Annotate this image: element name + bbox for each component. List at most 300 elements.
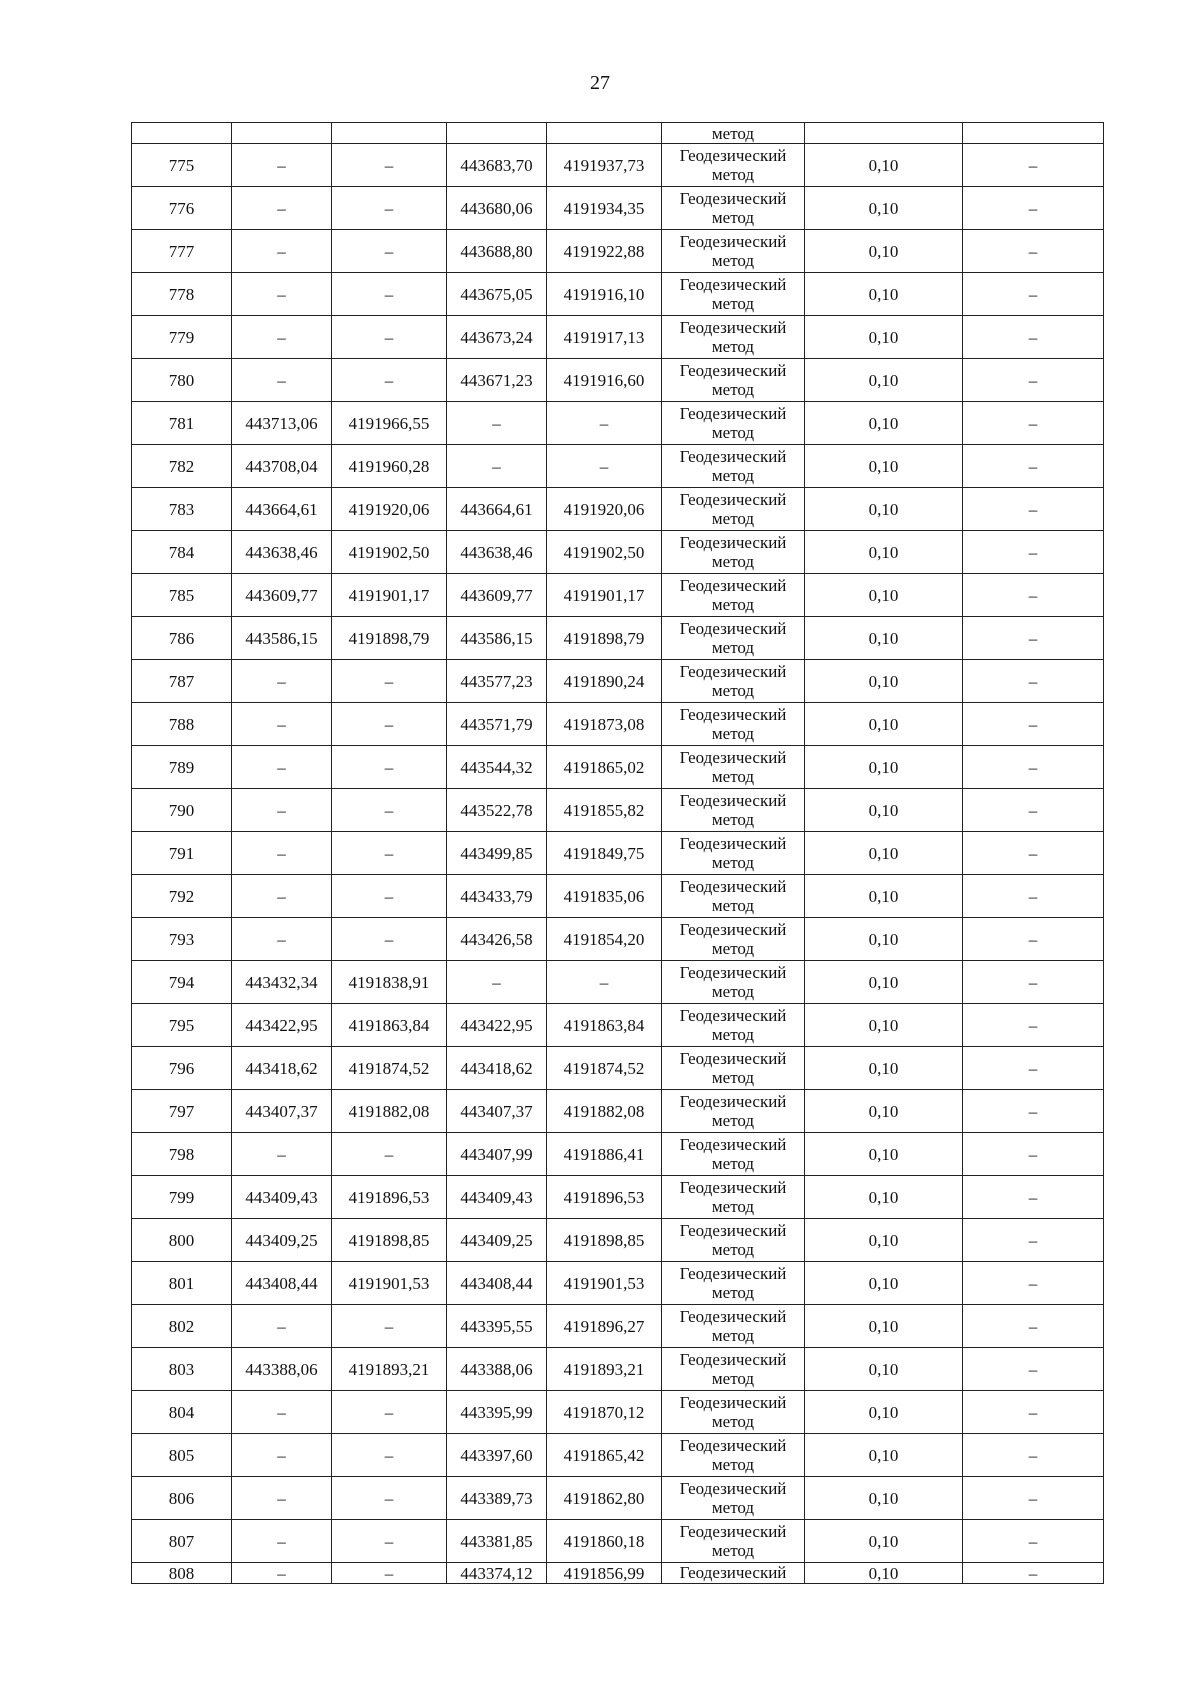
cell-method	[662, 445, 805, 488]
cell-x1: –	[232, 1305, 332, 1348]
method-line-2: метод	[711, 1154, 755, 1173]
cell-n: 791	[132, 832, 232, 875]
cell-method	[662, 703, 805, 746]
cell-acc: 0,10	[805, 1563, 963, 1584]
cell-desc: –	[963, 144, 1104, 187]
cell-empty	[447, 123, 547, 144]
cell-n: 779	[132, 316, 232, 359]
cell-y2: 4191886,41	[547, 1133, 662, 1176]
cell-x1: 443409,25	[232, 1219, 332, 1262]
cell-y1: –	[332, 1391, 447, 1434]
cell-y2: 4191893,21	[547, 1348, 662, 1391]
cell-acc: 0,10	[805, 488, 963, 531]
cell-empty	[332, 123, 447, 144]
cell-x2: 443522,78	[447, 789, 547, 832]
cell-desc: –	[963, 574, 1104, 617]
method-line-2: метод	[711, 1068, 755, 1087]
cell-acc: 0,10	[805, 187, 963, 230]
cell-desc: –	[963, 660, 1104, 703]
cell-method	[662, 1348, 805, 1391]
cell-acc: 0,10	[805, 875, 963, 918]
method-line-1: Геодезический	[679, 1436, 787, 1455]
cell-method	[662, 273, 805, 316]
cell-y2: –	[547, 402, 662, 445]
method-line-2: метод	[711, 1498, 755, 1517]
cell-acc: 0,10	[805, 1219, 963, 1262]
cell-x1: –	[232, 1477, 332, 1520]
method-line-1: Геодезический	[679, 1522, 787, 1541]
cell-desc: –	[963, 316, 1104, 359]
cell-desc: –	[963, 1305, 1104, 1348]
cell-y2: 4191917,13	[547, 316, 662, 359]
cell-desc: –	[963, 402, 1104, 445]
cell-n: 801	[132, 1262, 232, 1305]
cell-x2: 443544,32	[447, 746, 547, 789]
table-row	[132, 1305, 1104, 1348]
cell-x1: 443708,04	[232, 445, 332, 488]
cell-y2: 4191856,99	[547, 1563, 662, 1584]
cell-x2: 443397,60	[447, 1434, 547, 1477]
cell-x1: –	[232, 789, 332, 832]
table-row	[132, 574, 1104, 617]
cell-acc: 0,10	[805, 1434, 963, 1477]
cell-n: 803	[132, 1348, 232, 1391]
cell-y2: –	[547, 961, 662, 1004]
cell-acc: 0,10	[805, 1133, 963, 1176]
cell-acc: 0,10	[805, 1176, 963, 1219]
table-row	[132, 1348, 1104, 1391]
cell-y1: –	[332, 703, 447, 746]
method-line-1: Геодезический	[679, 232, 787, 251]
cell-x1: 443422,95	[232, 1004, 332, 1047]
cell-n: 798	[132, 1133, 232, 1176]
method-line-1: Геодезический	[679, 791, 787, 810]
cell-desc: –	[963, 875, 1104, 918]
table-row	[132, 832, 1104, 875]
cell-method	[662, 617, 805, 660]
cell-x2: 443683,70	[447, 144, 547, 187]
table-row	[132, 617, 1104, 660]
cell-y2: 4191870,12	[547, 1391, 662, 1434]
cell-desc: –	[963, 617, 1104, 660]
cell-n: 793	[132, 918, 232, 961]
cell-desc: –	[963, 1262, 1104, 1305]
cell-acc: 0,10	[805, 531, 963, 574]
cell-empty	[132, 123, 232, 144]
table-row	[132, 359, 1104, 402]
cell-y2: 4191901,17	[547, 574, 662, 617]
cell-n: 797	[132, 1090, 232, 1133]
cell-x2: 443409,25	[447, 1219, 547, 1262]
cell-desc: –	[963, 1047, 1104, 1090]
cell-acc: 0,10	[805, 359, 963, 402]
cell-empty	[963, 123, 1104, 144]
table-row	[132, 1477, 1104, 1520]
cell-empty	[232, 123, 332, 144]
cell-n: 776	[132, 187, 232, 230]
method-line-2: метод	[711, 1240, 755, 1259]
table-row	[132, 531, 1104, 574]
cell-x1: –	[232, 1133, 332, 1176]
table-row	[132, 961, 1104, 1004]
cell-desc: –	[963, 918, 1104, 961]
cell-y1: 4191920,06	[332, 488, 447, 531]
cell-n: 792	[132, 875, 232, 918]
cell-x1: –	[232, 1520, 332, 1563]
table-row	[132, 187, 1104, 230]
method-line-1: Геодезический	[679, 361, 787, 380]
cell-acc: 0,10	[805, 961, 963, 1004]
table-row	[132, 1434, 1104, 1477]
cell-y2: 4191863,84	[547, 1004, 662, 1047]
cell-acc: 0,10	[805, 1520, 963, 1563]
cell-y1: 4191902,50	[332, 531, 447, 574]
cell-acc: 0,10	[805, 789, 963, 832]
cell-desc: –	[963, 445, 1104, 488]
method-line-1: Геодезический	[679, 447, 787, 466]
cell-n: 780	[132, 359, 232, 402]
cell-desc: –	[963, 1004, 1104, 1047]
method-line-2: метод	[711, 1369, 755, 1388]
table-row-continued	[132, 123, 1104, 144]
table-row	[132, 918, 1104, 961]
cell-x1: 443638,46	[232, 531, 332, 574]
cell-desc: –	[963, 703, 1104, 746]
cell-acc: 0,10	[805, 1305, 963, 1348]
cell-n: 799	[132, 1176, 232, 1219]
cell-method	[662, 1477, 805, 1520]
cell-y1: –	[332, 1477, 447, 1520]
method-line-2: метод	[711, 853, 755, 872]
cell-acc: 0,10	[805, 1090, 963, 1133]
table-row	[132, 703, 1104, 746]
cell-method	[662, 1305, 805, 1348]
cell-x1: 443586,15	[232, 617, 332, 660]
cell-y2: 4191898,85	[547, 1219, 662, 1262]
cell-acc: 0,10	[805, 1348, 963, 1391]
cell-acc: 0,10	[805, 703, 963, 746]
cell-y2: 4191902,50	[547, 531, 662, 574]
cell-x2: 443675,05	[447, 273, 547, 316]
cell-y2: 4191920,06	[547, 488, 662, 531]
coordinates-table	[131, 122, 1104, 1584]
page-number: 27	[590, 72, 610, 94]
method-line-2: метод	[711, 1025, 755, 1044]
cell-x2: 443426,58	[447, 918, 547, 961]
method-line-1: Геодезический	[679, 1135, 787, 1154]
method-line-2: метод	[711, 939, 755, 958]
method-line-2: метод	[711, 1197, 755, 1216]
method-line-1: Геодезический	[679, 920, 787, 939]
cell-y2: –	[547, 445, 662, 488]
cell-method	[662, 1176, 805, 1219]
cell-y1: 4191896,53	[332, 1176, 447, 1219]
cell-acc: 0,10	[805, 1477, 963, 1520]
table-row	[132, 1176, 1104, 1219]
cell-n: 794	[132, 961, 232, 1004]
cell-y2: 4191901,53	[547, 1262, 662, 1305]
cell-y1: 4191966,55	[332, 402, 447, 445]
cell-x1: 443664,61	[232, 488, 332, 531]
cell-empty	[805, 123, 963, 144]
cell-y1: 4191838,91	[332, 961, 447, 1004]
method-line-2: метод	[711, 681, 755, 700]
cell-y2: 4191865,02	[547, 746, 662, 789]
method-line-1: Геодезический	[679, 1092, 787, 1111]
table-row	[132, 1262, 1104, 1305]
cell-method	[662, 316, 805, 359]
cell-x2: 443374,12	[447, 1563, 547, 1584]
cell-x1: –	[232, 273, 332, 316]
cell-y2: 4191874,52	[547, 1047, 662, 1090]
cell-x1: –	[232, 230, 332, 273]
method-line-1: Геодезический	[679, 275, 787, 294]
cell-y1: –	[332, 187, 447, 230]
cell-y1: 4191898,85	[332, 1219, 447, 1262]
cell-acc: 0,10	[805, 445, 963, 488]
cell-n: 787	[132, 660, 232, 703]
cell-acc: 0,10	[805, 1047, 963, 1090]
cell-x1: –	[232, 918, 332, 961]
method-line-2: метод	[711, 294, 755, 313]
cell-method	[662, 230, 805, 273]
method-line-2: метод	[711, 466, 755, 485]
cell-method	[662, 875, 805, 918]
table-row	[132, 1520, 1104, 1563]
table-body	[132, 123, 1104, 1584]
method-line-1: Геодезический	[679, 533, 787, 552]
cell-method	[662, 1391, 805, 1434]
table-row	[132, 445, 1104, 488]
cell-y2: 4191916,60	[547, 359, 662, 402]
cell-x2: –	[447, 961, 547, 1004]
cell-desc: –	[963, 1520, 1104, 1563]
cell-acc: 0,10	[805, 402, 963, 445]
method-line-2: метод	[711, 724, 755, 743]
method-line-2: метод	[711, 767, 755, 786]
cell-y2: 4191849,75	[547, 832, 662, 875]
cell-y1: –	[332, 1133, 447, 1176]
cell-x2: 443577,23	[447, 660, 547, 703]
cell-y1: 4191898,79	[332, 617, 447, 660]
cell-desc: –	[963, 359, 1104, 402]
cell-method-head: Геодезический	[662, 1563, 805, 1584]
cell-x2: 443571,79	[447, 703, 547, 746]
cell-x2: 443388,06	[447, 1348, 547, 1391]
table-row	[132, 1004, 1104, 1047]
cell-method-tail: метод	[662, 123, 805, 144]
cell-y1: 4191901,53	[332, 1262, 447, 1305]
cell-desc: –	[963, 832, 1104, 875]
method-line-2: метод	[711, 1412, 755, 1431]
method-line-1: Геодезический	[679, 1350, 787, 1369]
cell-y1: –	[332, 1305, 447, 1348]
cell-x2: 443680,06	[447, 187, 547, 230]
cell-x1: 443713,06	[232, 402, 332, 445]
cell-n: 795	[132, 1004, 232, 1047]
cell-x1: –	[232, 1563, 332, 1584]
cell-desc: –	[963, 961, 1104, 1004]
cell-acc: 0,10	[805, 574, 963, 617]
cell-y1: 4191901,17	[332, 574, 447, 617]
cell-x1: 443432,34	[232, 961, 332, 1004]
cell-desc: –	[963, 1477, 1104, 1520]
cell-y1: –	[332, 144, 447, 187]
cell-acc: 0,10	[805, 660, 963, 703]
cell-acc: 0,10	[805, 230, 963, 273]
cell-y2: 4191916,10	[547, 273, 662, 316]
cell-x1: –	[232, 703, 332, 746]
method-line-2: метод	[711, 251, 755, 270]
cell-n: 783	[132, 488, 232, 531]
cell-n: 805	[132, 1434, 232, 1477]
cell-y1: –	[332, 660, 447, 703]
cell-n: 800	[132, 1219, 232, 1262]
cell-desc: –	[963, 230, 1104, 273]
cell-y1: 4191893,21	[332, 1348, 447, 1391]
cell-x2: 443407,37	[447, 1090, 547, 1133]
table-row	[132, 1219, 1104, 1262]
cell-n: 788	[132, 703, 232, 746]
cell-n: 790	[132, 789, 232, 832]
cell-y2: 4191922,88	[547, 230, 662, 273]
cell-acc: 0,10	[805, 617, 963, 660]
cell-y1: –	[332, 918, 447, 961]
cell-acc: 0,10	[805, 273, 963, 316]
cell-method	[662, 1047, 805, 1090]
cell-n: 808	[132, 1563, 232, 1584]
cell-desc: –	[963, 273, 1104, 316]
cell-n: 804	[132, 1391, 232, 1434]
cell-x1: 443409,43	[232, 1176, 332, 1219]
method-line-2: метод	[711, 1541, 755, 1560]
cell-method	[662, 918, 805, 961]
method-line-2: метод	[711, 380, 755, 399]
cell-x2: 443381,85	[447, 1520, 547, 1563]
table-row	[132, 1133, 1104, 1176]
method-line-1: Геодезический	[679, 748, 787, 767]
cell-y1: –	[332, 230, 447, 273]
cell-n: 778	[132, 273, 232, 316]
cell-desc: –	[963, 789, 1104, 832]
cell-x2: 443664,61	[447, 488, 547, 531]
cell-desc: –	[963, 746, 1104, 789]
cell-x2: 443638,46	[447, 531, 547, 574]
method-line-1: Геодезический	[679, 576, 787, 595]
cell-y1: –	[332, 875, 447, 918]
cell-y2: 4191862,80	[547, 1477, 662, 1520]
cell-acc: 0,10	[805, 316, 963, 359]
cell-y1: –	[332, 1520, 447, 1563]
cell-x2: 443409,43	[447, 1176, 547, 1219]
cell-y1: –	[332, 1563, 447, 1584]
cell-x1: –	[232, 316, 332, 359]
method-line-2: метод	[711, 165, 755, 184]
cell-x2: –	[447, 402, 547, 445]
cell-x1: 443408,44	[232, 1262, 332, 1305]
method-line-2: метод	[711, 810, 755, 829]
method-line-2: метод	[711, 638, 755, 657]
cell-method	[662, 144, 805, 187]
cell-x1: 443388,06	[232, 1348, 332, 1391]
method-line-2: метод	[711, 982, 755, 1001]
cell-x1: –	[232, 1434, 332, 1477]
method-line-2: метод	[711, 595, 755, 614]
table-row	[132, 1047, 1104, 1090]
cell-method	[662, 402, 805, 445]
cell-x2: 443499,85	[447, 832, 547, 875]
table-row	[132, 316, 1104, 359]
cell-x2: 443609,77	[447, 574, 547, 617]
cell-x2: 443586,15	[447, 617, 547, 660]
cell-acc: 0,10	[805, 746, 963, 789]
cell-method	[662, 789, 805, 832]
cell-n: 786	[132, 617, 232, 660]
method-line-2: метод	[711, 552, 755, 571]
cell-n: 806	[132, 1477, 232, 1520]
cell-acc: 0,10	[805, 1262, 963, 1305]
method-line-2: метод	[711, 896, 755, 915]
table-row	[132, 402, 1104, 445]
cell-x2: 443433,79	[447, 875, 547, 918]
method-line-1: Геодезический	[679, 1049, 787, 1068]
cell-desc: –	[963, 531, 1104, 574]
cell-x2: 443671,23	[447, 359, 547, 402]
cell-y2: 4191896,27	[547, 1305, 662, 1348]
cell-method	[662, 1004, 805, 1047]
method-line-1: Геодезический	[679, 662, 787, 681]
table-row	[132, 875, 1104, 918]
method-line-2: метод	[711, 337, 755, 356]
table-row	[132, 746, 1104, 789]
cell-n: 796	[132, 1047, 232, 1090]
cell-x1: –	[232, 875, 332, 918]
cell-y1: –	[332, 746, 447, 789]
cell-y1: 4191863,84	[332, 1004, 447, 1047]
cell-desc: –	[963, 1434, 1104, 1477]
cell-x2: 443395,99	[447, 1391, 547, 1434]
cell-y2: 4191898,79	[547, 617, 662, 660]
method-line-1: Геодезический	[679, 1006, 787, 1025]
method-line-2: метод	[711, 1326, 755, 1345]
cell-y1: –	[332, 273, 447, 316]
method-line-1: Геодезический	[679, 834, 787, 853]
cell-y2: 4191854,20	[547, 918, 662, 961]
method-line-1: Геодезический	[679, 1393, 787, 1412]
method-line-1: Геодезический	[679, 1307, 787, 1326]
cell-x1: 443407,37	[232, 1090, 332, 1133]
cell-method	[662, 832, 805, 875]
cell-x2: 443407,99	[447, 1133, 547, 1176]
table-row	[132, 789, 1104, 832]
cell-x1: 443609,77	[232, 574, 332, 617]
cell-desc: –	[963, 1090, 1104, 1133]
cell-method	[662, 961, 805, 1004]
table-row	[132, 273, 1104, 316]
cell-y1: –	[332, 1434, 447, 1477]
cell-method	[662, 488, 805, 531]
cell-method	[662, 574, 805, 617]
method-line-2: метод	[711, 423, 755, 442]
method-line-1: Геодезический	[679, 963, 787, 982]
table-row	[132, 488, 1104, 531]
cell-x1: –	[232, 187, 332, 230]
cell-method	[662, 531, 805, 574]
cell-acc: 0,10	[805, 1391, 963, 1434]
method-line-1: Геодезический	[679, 1479, 787, 1498]
cell-method	[662, 187, 805, 230]
method-line-2: метод	[711, 1283, 755, 1302]
